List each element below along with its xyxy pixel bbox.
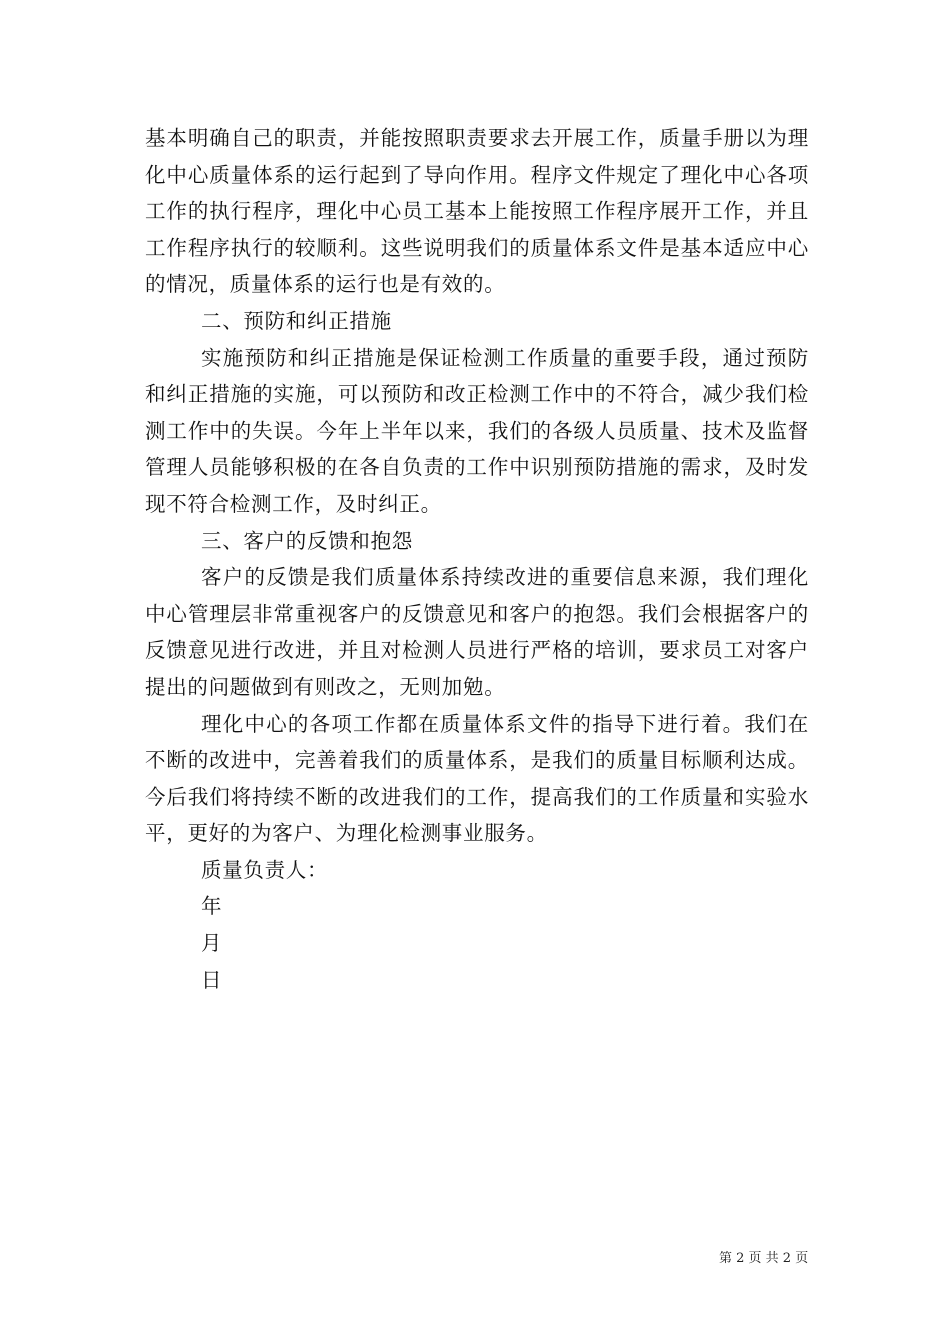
signature-year: 年 xyxy=(201,894,223,919)
paragraph-conclusion: 理化中心的各项工作都在质量体系文件的指导下进行着。我们在不断的改进中，完善着我们的质量体系，是我们的质量目标顺利达成。今后我们将持续不断的改进我们的工作，提高我们的工作质量和实验水平，更好的为客户、为理化检测事业服务。 xyxy=(145,711,809,846)
signature-month: 月 xyxy=(201,931,223,956)
document-body xyxy=(145,120,809,998)
paragraph-prevention: 实施预防和纠正措施是保证检测工作质量的重要手段，通过预防和纠正措施的实施，可以预防和改正检测工作中的不符合，减少我们检测工作中的失误。今年上半年以来，我们的各级人员质量、技术及监督管理人员能够积极的在各自负责的工作中识别预防措施的需求，及时发现不符合检测工作，及时纠正。 xyxy=(145,345,809,516)
paragraph-continuation: 基本明确自己的职责，并能按照职责要求去开展工作，质量手册以为理化中心质量体系的运行起到了导向作用。程序文件规定了理化中心各项工作的执行程序，理化中心员工基本上能按照工作程序展开工作，并且工作程序执行的较顺利。这些说明我们的质量体系文件是基本适应中心的情况，质量体系的运行也是有效的。 xyxy=(145,126,809,297)
paragraph-feedback: 客户的反馈是我们质量体系持续改进的重要信息来源，我们理化中心管理层非常重视客户的反馈意见和客户的抱怨。我们会根据客户的反馈意见进行改进，并且对检测人员进行严格的培训，要求员工对客户提出的问题做到有则改之，无则加勉。 xyxy=(145,565,809,699)
signature-day: 日 xyxy=(201,967,223,992)
section-heading-prevention: 二、预防和纠正措施 xyxy=(201,308,392,333)
signature-responsible: 质量负责人： xyxy=(201,857,329,882)
section-heading-feedback: 三、客户的反馈和抱怨 xyxy=(201,528,413,553)
page-number-footer: 第 2 页 共 2 页 xyxy=(719,1251,809,1266)
